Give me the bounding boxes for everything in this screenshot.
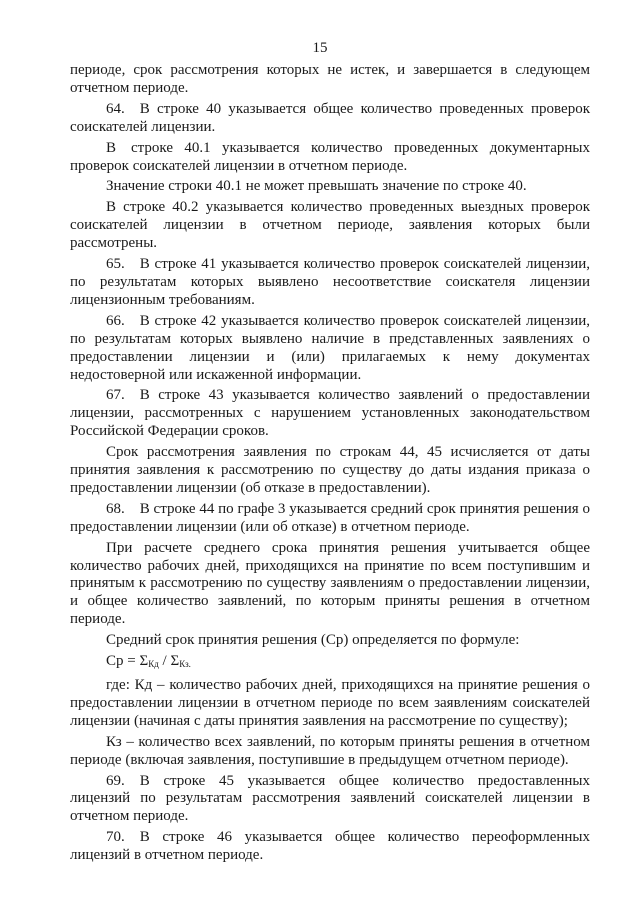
average-term-formula bbox=[70, 653, 590, 674]
paragraph-69: 69. В строке 45 указывается общее количество предоставленных лицензий по результатам рассмотрения заявлений соискателей лицензии в отчетном периоде. bbox=[70, 772, 590, 825]
page-number: 15 bbox=[312, 40, 328, 56]
paragraph-68-calculation: При расчете среднего срока принятия решения учитывается общее количество рабочих дней, приходящихся на принятие по всем поступившим и принятым к рассмотрению по существу заявлениям о предоставлении лицензии, и общее количество заявлений, по которым приняты решения в отчетном периоде. bbox=[70, 539, 590, 628]
paragraph-70: 70. В строке 46 указывается общее количество переоформленных лицензий в отчетном периоде. bbox=[70, 829, 590, 864]
formula-lhs: Ср = Σ bbox=[106, 653, 149, 670]
formula-mid: / Σ bbox=[158, 653, 180, 670]
paragraph-64-line-40-2: В строке 40.2 указывается количество проведенных выездных проверок соискателей лицензии в отчетном периоде, заявления которых были рассмотрены. bbox=[70, 199, 590, 252]
paragraph-64-limit: Значение строки 40.1 не может превышать значение по строке 40. bbox=[106, 178, 527, 195]
paragraph-67-term: Срок рассмотрения заявления по строкам 44, 45 исчисляется от даты принятия заявления к рассмотрению по существу до даты издания приказа о предоставлении лицензии (об отказе в предоставлении). bbox=[70, 444, 590, 496]
paragraph-64-line-40-1: В строке 40.1 указывается количество проведенных документарных проверок соискателей лицензии в отчетном периоде. bbox=[70, 139, 590, 174]
paragraph-68-kd-definition: где: Кд – количество рабочих дней, приходящихся на принятие решения о предоставлении лицензии в отчетном периоде по всем заявлениям соискателей лицензии (начиная с даты принятия заявления на рассмотрение по существу); bbox=[70, 677, 590, 729]
paragraph-66: 66. В строке 42 указывается количество проверок соискателей лицензии, по результатам которых выявлено наличие в представленных заявлениях о предоставлении лицензии и (или) прилагаемых к нему документах недостоверной или искаженной информации. bbox=[70, 312, 590, 383]
paragraph-67: 67. В строке 43 указывается количество заявлений о предоставлении лицензии, рассмотренных с нарушением установленных законодательством Российской Федерации сроков. bbox=[70, 387, 590, 440]
paragraph-64: 64. В строке 40 указывается общее количество проведенных проверок соискателей лицензии. bbox=[70, 100, 590, 135]
paragraph-68: 68. В строке 44 по графе 3 указывается средний срок принятия решения о предоставлении лицензии (или об отказе) в отчетном периоде. bbox=[70, 500, 590, 535]
document-body bbox=[70, 62, 590, 865]
paragraph-continuation: периоде, срок рассмотрения которых не истек, и завершается в следующем отчетном периоде. bbox=[70, 62, 590, 96]
formula-subscript-kd: Кд bbox=[148, 659, 159, 670]
formula-subscript-kz: Кз. bbox=[179, 659, 191, 670]
paragraph-68-kz-definition: Кз – количество всех заявлений, по которым приняты решения в отчетном периоде (включая заявления, поступившие в предыдущем отчетном периоде). bbox=[70, 733, 590, 768]
paragraph-65: 65. В строке 41 указывается количество проверок соискателей лицензии, по результатам которых выявлено несоответствие соискателя лицензии лицензионным требованиям. bbox=[70, 256, 590, 308]
paragraph-68-formula-intro: Средний срок принятия решения (Ср) определяется по формуле: bbox=[106, 632, 520, 649]
